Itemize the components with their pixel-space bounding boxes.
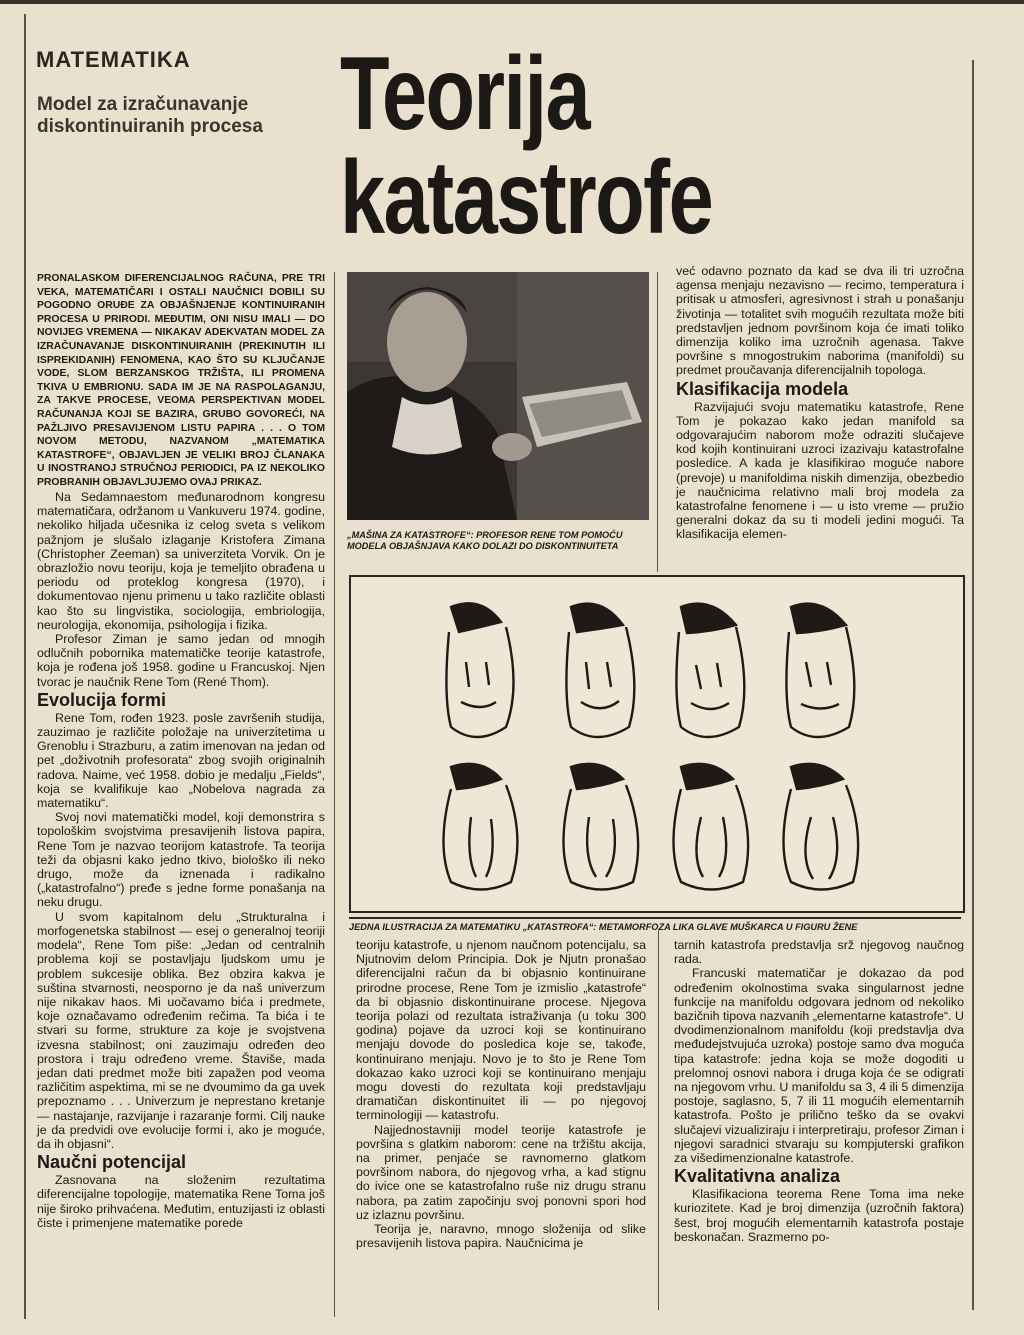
column-rule-1	[334, 272, 335, 1317]
paragraph: Teorija je, naravno, mnogo složenija od slike presavijenih listova papira. Naučnicima je	[356, 1222, 646, 1251]
section-label: MATEMATIKA	[36, 47, 191, 72]
paragraph: već odavno poznato da kad se dva ili tri uzročna agensa menjaju nezavisno — recimo, temperatura i pritisak u atmosferi, agresivnost i strah u ponašanju životinja — totalitet svih mogućih rezultata može biti predstavljen jednom površinom koja će imati toliko dimenzija koliko ima uzročnih agenasa. Takve površine s mnogostrukim naborima (manifoldi) su predmet proučavanja diferencijalnih topologa.	[676, 264, 964, 378]
headline-line-2: katastrofe	[340, 140, 713, 256]
illustration-caption: JEDNA ILUSTRACIJA ZA MATEMATIKU „KATASTROFA“: METAMORFOZA LIKA GLAVE MUŠKARCA U FIGURU ŽENE	[349, 917, 961, 933]
article-subtitle: Model za izračunavanje diskontinuiranih procesa	[37, 94, 263, 137]
metamorphosis-illustration	[349, 575, 965, 913]
photo-rene-thom-with-model	[347, 272, 649, 520]
paragraph: teoriju katastrofe, u njenom naučnom potencijalu, sa Njutnovim delom Principia. Dok je Njutn pronašao diferencijalni račun da bi objasnio kontinuirane prirodne procese, Rene Tom je izmislio „katastrofe“ da bi objasnio diskontinuirane procese. Njegova teorija polazi od rezultata istraživanja (u toku 300 godina) pojave da uzroci koji se kontinuirano menjaju dovode do posledica koje se, takođe, kontinuirano menjaju. Novo je to što je Rene Tom dokazao kako uzroci koji se kontinuirano menjaju mogu dovesti do rezultata koji predstavljaju dramatičan diskontinuitet ili — po njegovoj terminologiji — katastrofu.	[356, 938, 646, 1123]
face-to-figure-sketches	[351, 577, 963, 911]
sketch-face-1	[446, 603, 513, 737]
column-3-bottom	[674, 938, 964, 1244]
paragraph: tarnih katastrofa predstavlja srž njegovog naučnog rada.	[674, 938, 964, 967]
paragraph: Svoj novi matematički model, koji demonstrira s topološkim svojstvima presavijenih listova papira, Rene Tom je nazvao teorijom katastrofe. Ta teorija teži da objasni kako jedno tkivo, biološko ili neko drugo, može da iznenada i radikalno („katastrofalno“) pređe s jedne forme ponašanja na neku drugu.	[37, 810, 325, 910]
column-2-bottom	[356, 938, 646, 1250]
sketch-figure-4	[784, 764, 859, 890]
sketch-face-2	[566, 604, 634, 737]
sketch-face-3	[676, 604, 744, 737]
headline-line-1: Teorija	[340, 36, 590, 152]
sketch-figure-3	[674, 764, 749, 890]
column-rule-3	[658, 930, 659, 1310]
article-headline	[340, 36, 713, 256]
photo-graphic	[347, 272, 649, 520]
sketch-figure-1	[444, 764, 518, 890]
paragraph: Francuski matematičar je dokazao da pod određenim okolnostima svaka singularnost jedne funkcije na manifoldu odgovara jednom od nekoliko bazičnih tipova nazvanih „elementarne katastrofe“. U dvodimenzionalnom manifoldu (koji predstavlja dva međudejstvujuća uzroka) postoje samo dva moguća tipa katastrofe: jedna koja se može dogoditi u prelomnoj osnovi nabora i druga koja će se odigrati na njegovom vrhu. U manifoldu sa 3, 4 ili 5 dimenzija postoje, saglasno, 5, 7 ili 11 mogućih elementarnih katastrofa. Pošto je prilično teško da se ovakvi slučajevi vizualiziraju i interpretiraju, profesor Ziman i njegovi saradnici stvaraju su kompjuterski grafikon za višedimenzionalne katastrofe.	[674, 966, 964, 1166]
subhead-naucni: Naučni potencijal	[37, 1152, 187, 1173]
column-3-top	[676, 264, 964, 542]
sketch-figure-2	[564, 764, 639, 890]
paragraph: Profesor Ziman je samo jedan od mnogih odlučnih pobornika matematičke teorije katastrofe, koja je rođena još 1958. godine u Francuskoj. Njen tvorac je naučnik Rene Tom (René Thom).	[37, 632, 325, 689]
subhead-kvalitativna: Kvalitativna analiza	[674, 1166, 841, 1187]
sketch-face-4	[786, 604, 854, 737]
paragraph: U svom kapitalnom delu „Strukturalna i morfogenetska stabilnost — esej o generalnoj teoriji modela“, Rene Tom piše: „Jedan od centralnih problema koji se postavljaju ljudskom umu je problem sukcesije oblika. Bez obzira kakva je suština stvarnosti, neosporno je da naš univerzum nije nikakav haos. Mi uočavamo bića i predmete, koje označavamo određenim rečima. Ta bića i te stvari su forme, strukture za koje je svojstvena izvesna stabilnost; oni zauzimaju određen deo prostora i traju određeno vreme. Štaviše, mada jedan dati predmet može biti zapažen pod veoma različitim aspektima, mi se ne dvoumimo da ga uvek prepoznamo . . . Univerzum je neprestano kretanje — nastajanje, razvijanje i razaranje formi. Cilj nauke je da predvidi ove evolucije formi i, ako je moguće, da ih objasni“.	[37, 909, 325, 1151]
column-1	[37, 490, 325, 1230]
paragraph: Zasnovana na složenim rezultatima diferencijalne topologije, matematika Rene Toma još nije široko prihvaćena. Međutim, entuzijasti iz oblasti čiste i primenjene matematike porede	[37, 1173, 325, 1230]
paragraph: Na Sedamnaestom međunarodnom kongresu matematičara, održanom u Vankuveru 1974. godine, nekoliko hiljada učesnika iz celog sveta s velikom pažnjom je slušalo izlaganje Kristofera Zimana (Christopher Zeeman) sa univerziteta Vorvik. On je obrazložio novu teoriju, koja je temeljito obrađena u periodu od proteklog kongresa (1970), i dokumentovao njenu primenu u tako različite oblasti kao što su lingvistika, sociologija, embriologija, neurologija, ekonomija, psihologija i fizika.	[37, 490, 325, 632]
paragraph: Rene Tom, rođen 1923. posle završenih studija, zauzimao je različite položaje na univerzitetima u Grenoblu i Strazburu, a zatim imenovan na jedan od pet „doživotnih profesorata“ zbog svojih originalnih radova. Naime, već 1958. dobio je medalju „Fields“, koja se kvalifikuje kao „Nobelova nagrada za matematiku“.	[37, 710, 325, 811]
photo-caption: „MAŠINA ZA KATASTROFE“: PROFESOR RENE TOM POMOĆU MODELA OBJAŠNJAVA KAKO DOLAZI DO DISKONTINUITETA	[347, 530, 623, 551]
subhead-evolucija: Evolucija formi	[37, 689, 167, 710]
right-border-rule	[972, 60, 974, 1310]
lead-paragraph: PRONALASKOM DIFERENCIJALNOG RAČUNA, PRE TRI VEKA, MATEMATIČARI I OSTALI NAUČNICI DOBILI SU POGODNO ORUĐE ZA OBJAŠNJENJE KONTINUIRANIH PROCESA U PRIRODI. MEĐUTIM, ONI NISU IMALI — DO NOVIJEG VREMENA — NIKAKAV ADEKVATAN MODEL ZA IZRAČUNAVANJE DISKONTINUIRANIH (PREKINUTIH ILI ISPREKIDANIH) FENOMENA, KAO ŠTO SU KLJUČANJE VODE, SLOM BERZANSKOG TRŽIŠTA, ILI PROMENA TKIVA U EMBRIONU. SADA IM JE NA RASPOLAGANJU, ZA TAKVE PROCESE, VEOMA PERSPEKTIVAN MODEL RAČUNANJA KOJI SE BAZIRA, GRUBO GOVOREĆI, NA PAŽLJIVO PRESAVIJENOM LISTU PAPIRA . . . O TOM NOVOM METODU, NAZVANOM „MATEMATIKA KATASTROFE“, OBJAVLJEN JE VELIKI BROJ ČLANAKA U INOSTRANOJ STRUČNOJ PERIODICI, PA IZ NEKOLIKO PROBRANIH OBJAVLJUJEMO OVAJ PRIKAZ.	[37, 273, 325, 488]
subhead-klasifikacija: Klasifikacija modela	[676, 378, 849, 399]
paragraph: Klasifikaciona teorema Rene Toma ima neke kuriozitete. Kad je broj dimenzija (uzročnih faktora) šest, broj mogućih elementarnih katastrofa postaje beskonačan. Srazmerno po-	[674, 1187, 964, 1244]
page-top-edge	[0, 0, 1024, 4]
left-border-rule	[24, 14, 26, 1319]
paragraph: Najjednostavniji model teorije katastrofe je površina s glatkim naborom: cene na tržištu akcija, na primer, penjaće se ravnomerno glatkom površinom nabora, do njegovog vrha, a kad stignu do ivice one se katastrofalno ruše niz drugu stranu nabora, pa zatim započinju svoj ponovni spori hod uz izlaznu površinu.	[356, 1122, 646, 1222]
paragraph: Razvijajući svoju matematiku katastrofe, Rene Tom je pokazao kako jedan manifold sa odgovarajućim naborom može odraziti slučajeve kod kojih kontinuirani uzroci izazivaju katastrofalne posledice. A kada je klasifikirao moguće nabore (prevoje) u manifoldima niskih dimenzija, obezbedio je naučnicima relativno mali broj modela za katastrofalne fenomene i — u isto vreme — pružio generalni dokaz da su ti modeli jedini mogući. Ta klasifikacija elemen-	[676, 399, 964, 542]
column-rule-2	[657, 272, 658, 572]
